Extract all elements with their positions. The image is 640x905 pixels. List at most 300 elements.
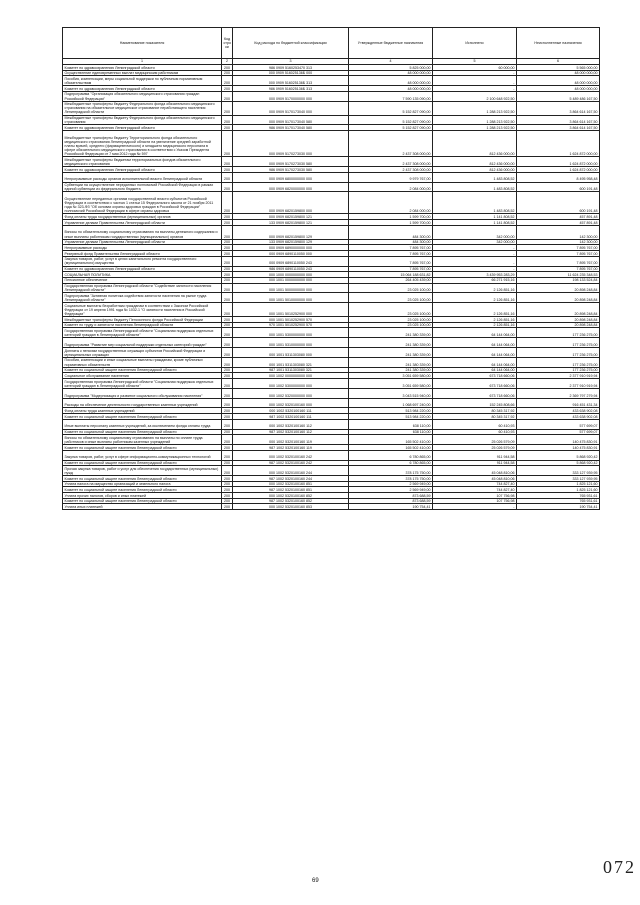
row-unexecuted: 765 931,61 — [517, 498, 600, 504]
row-approved: 513 984 220,00 — [349, 408, 433, 414]
row-budget-code: 000 1001 5300000000 000 — [233, 328, 349, 338]
row-name: Государственная программа Ленинградской области "Социальная поддержка отдельных категорий граждан в Ленинградской области" — [63, 328, 222, 338]
row-unexecuted: 20 898 248,84 — [517, 303, 600, 317]
row-line-code: 200 — [222, 239, 233, 245]
row-approved: 3 051 659 580,00 — [349, 379, 433, 389]
row-approved: 7 895 767,00 — [349, 266, 433, 272]
row-budget-code: 000 1002 0000000000 000 — [233, 373, 349, 379]
row-approved: 2 084 000,00 — [349, 192, 433, 214]
row-budget-code: 000 0909 6800000000 000 — [233, 172, 349, 182]
row-executed: 673 718 660,06 — [433, 388, 517, 398]
row-line-code: 200 — [222, 493, 233, 499]
row-name: Государственная программа Ленинградской области "Содействие занятости населения Ленинградской области" — [63, 283, 222, 293]
row-executed: 342 000,00 — [433, 225, 517, 239]
row-approved: 7 895 767,00 — [349, 256, 433, 266]
row-line-code: 200 — [222, 115, 233, 125]
row-budget-code: 133 0909 6820159800 129 — [233, 239, 349, 245]
row-approved: 2 569 949,00 — [349, 487, 433, 493]
row-name: Прочая закупка товаров, работ и услуг для обеспечения государственных (муниципальных) нужд — [63, 466, 222, 476]
header-unexecuted: Неисполненные назначения — [517, 28, 600, 59]
row-approved: 484 300,00 — [349, 225, 433, 239]
row-approved: 2 437 308 000,00 — [349, 167, 433, 173]
row-executed: 812 436 000,00 — [433, 167, 517, 173]
row-budget-code: 000 1002 5320100160 000 — [233, 398, 349, 408]
table-row — [63, 256, 600, 266]
row-unexecuted: 5 489 486 167,50 — [517, 91, 600, 101]
row-budget-code: 987 1002 5320100160 242 — [233, 460, 349, 466]
row-budget-code: 987 1002 5320100160 852 — [233, 498, 349, 504]
row-line-code: 200 — [222, 182, 233, 192]
table-row — [63, 466, 600, 476]
row-budget-code: 000 1001 5010252900 570 — [233, 317, 349, 323]
table-row — [63, 157, 600, 167]
row-budget-code: 000 0909 5170273030 580 — [233, 157, 349, 167]
row-budget-code: 000 1001 5311303080 000 — [233, 348, 349, 358]
row-approved: 241 380 339,00 — [349, 357, 433, 367]
row-name: Закупка товаров, работ, услуг в целях капитального ремонта государственного (муниципального) имущества — [63, 256, 222, 266]
row-approved: 165 502 410,00 — [349, 435, 433, 445]
row-approved: 1 599 700,00 — [349, 220, 433, 226]
row-line-code: 200 — [222, 435, 233, 445]
table-row — [63, 303, 600, 317]
row-budget-code: 000 0909 6820000000 000 — [233, 182, 349, 192]
row-line-code: 200 — [222, 367, 233, 373]
row-budget-code: 000 0909 6890000000 000 — [233, 245, 349, 251]
row-approved: 484 300,00 — [349, 239, 433, 245]
page-number: 69 — [312, 878, 319, 884]
row-budget-code: 000 0909 5170173040 580 — [233, 115, 349, 125]
row-unexecuted: 1 624 872 000,00 — [517, 167, 600, 173]
row-approved: 2 084 000,00 — [349, 182, 433, 192]
row-budget-code: 000 1002 5320000000 000 — [233, 388, 349, 398]
row-name: Подпрограмма "Активная политика содействия занятости населения на рынке труда Ленинградской области" — [63, 293, 222, 303]
row-unexecuted: 142 300,00 — [517, 239, 600, 245]
row-name: Расходы на обеспечение деятельности государственных казенных учреждений — [63, 398, 222, 408]
row-name: Подпрограмма "Организация обязательного медицинского страхования граждан Российской Федерации" — [63, 91, 222, 101]
column-index: 2 — [222, 59, 233, 65]
row-line-code: 200 — [222, 70, 233, 76]
row-line-code: 200 — [222, 398, 233, 408]
row-unexecuted: 8 495 958,48 — [517, 172, 600, 182]
row-executed: 80 345 317,92 — [433, 408, 517, 414]
row-executed: 812 436 000,00 — [433, 157, 517, 167]
row-budget-code: 987 1002 5320100160 111 — [233, 414, 349, 420]
row-approved: 241 380 339,00 — [349, 328, 433, 338]
row-budget-code: 987 1002 5320100160 119 — [233, 445, 349, 451]
row-executed: 64 144 064,00 — [433, 367, 517, 373]
row-executed: 911 944,58 — [433, 460, 517, 466]
row-line-code: 200 — [222, 481, 233, 487]
row-budget-code: 987 1002 5320100160 112 — [233, 429, 349, 435]
row-name: Непрограммные расходы — [63, 245, 222, 251]
row-approved: 3 051 659 580,00 — [349, 373, 433, 379]
row-name: Комитет по социальной защите населения Ленинградской области — [63, 414, 222, 420]
table-row — [63, 225, 600, 239]
row-line-code: 200 — [222, 487, 233, 493]
row-line-code: 200 — [222, 277, 233, 283]
row-budget-code: 986 0909 6890110050 243 — [233, 266, 349, 272]
row-line-code: 200 — [222, 220, 233, 226]
row-executed: 152 245 808,66 — [433, 398, 517, 408]
row-unexecuted: 20 898 248,84 — [517, 322, 600, 328]
row-approved: 165 502 410,00 — [349, 445, 433, 451]
row-name: Комитет по здравоохранению Ленинградской области — [63, 167, 222, 173]
row-unexecuted: 5 868 920,42 — [517, 460, 600, 466]
table-row — [63, 379, 600, 389]
row-unexecuted: 5 868 920,42 — [517, 450, 600, 460]
row-approved: 7 590 135 090,00 — [349, 91, 433, 101]
row-unexecuted: 7 895 767,00 — [517, 266, 600, 272]
row-budget-code: 000 0909 6820159800 121 — [233, 214, 349, 220]
row-budget-code: 000 1002 5320100160 851 — [233, 481, 349, 487]
row-name: Социальное обслуживание населения — [63, 373, 222, 379]
column-index: 3 — [233, 59, 349, 65]
row-line-code: 200 — [222, 192, 233, 214]
row-unexecuted: 2 369 797 279,94 — [517, 388, 600, 398]
row-approved: 48 000 000,00 — [349, 86, 433, 92]
row-name: Подпрограмма "Развитие мер социальной поддержки отдельных категорий граждан" — [63, 338, 222, 348]
row-line-code: 200 — [222, 266, 233, 272]
row-name: Осуществление переданных органам государственной власти субъектов Российской Федерации в соответствии с частью 1 статьи 15 Федерального закона от 21 ноября 2011 года № 323-ФЗ "Об основах охраны здоровья граждан в Российской Федерации" полномочий Российской Федерации в сфере охраны здоровья — [63, 192, 222, 214]
row-unexecuted: 333 127 939,95 — [517, 476, 600, 482]
row-unexecuted: 177 236 275,00 — [517, 338, 600, 348]
table-row — [63, 91, 600, 101]
row-name: Субвенции на осуществление переданных полномочий Российской Федерации в рамках единой субвенции из федерального бюджета — [63, 182, 222, 192]
row-executed: 45 048 810,06 — [433, 476, 517, 482]
header-executed: Исполнено — [433, 28, 517, 59]
row-approved: 7 895 767,00 — [349, 251, 433, 257]
row-unexecuted: 765 931,61 — [517, 493, 600, 499]
row-budget-code: 000 1001 5000000000 000 — [233, 283, 349, 293]
table-row — [63, 348, 600, 358]
row-unexecuted: 577 699,07 — [517, 419, 600, 429]
row-name: Межбюджетные трансферты бюджетам территориальных фондов обязательного медицинского страхования — [63, 157, 222, 167]
row-line-code: 200 — [222, 450, 233, 460]
row-approved: 190 754,41 — [349, 504, 433, 510]
row-name: Фонд оплаты труда казенных учреждений — [63, 408, 222, 414]
row-unexecuted: 198 133 524,84 — [517, 277, 600, 283]
row-line-code: 200 — [222, 388, 233, 398]
table-row — [63, 283, 600, 293]
row-approved: 5 152 827 090,00 — [349, 125, 433, 131]
row-budget-code: 986 0909 5160253470 313 — [233, 65, 349, 71]
row-unexecuted: 1 624 872 000,00 — [517, 157, 600, 167]
table-row — [63, 172, 600, 182]
row-name: Комитет по социальной защите населения Ленинградской области — [63, 367, 222, 373]
row-approved: 2 569 949,00 — [349, 481, 433, 487]
row-name: Уплата налога на имущество организаций и земельного налога — [63, 481, 222, 487]
row-line-code: 200 — [222, 414, 233, 420]
row-unexecuted: 7 895 767,00 — [517, 245, 600, 251]
row-budget-code: 000 1002 5320100160 852 — [233, 493, 349, 499]
row-unexecuted: 140 475 830,91 — [517, 445, 600, 451]
row-executed: 64 144 064,00 — [433, 348, 517, 358]
header-name: Наименование показателя — [63, 28, 222, 59]
row-line-code: 200 — [222, 498, 233, 504]
row-executed: 911 944,58 — [433, 450, 517, 460]
row-name: Межбюджетные трансферты бюджету Федерального фонда обязательного медицинского страхования — [63, 115, 222, 125]
row-unexecuted: 457 891,48 — [517, 214, 600, 220]
row-name: Комитет по здравоохранению Ленинградской области — [63, 86, 222, 92]
table-row — [63, 293, 600, 303]
row-executed: - — [433, 504, 517, 510]
row-approved: 2 437 308 000,00 — [349, 131, 433, 157]
row-approved: 638 110,00 — [349, 429, 433, 435]
row-budget-code: 000 1002 5320100160 119 — [233, 435, 349, 445]
header-line-code: Код стро ки — [222, 28, 233, 59]
row-name: Государственная программа Ленинградской области "Социальная поддержка отдельных категорий граждан в Ленинградской области" — [63, 379, 222, 389]
row-approved: 6 780 865,00 — [349, 450, 433, 460]
row-unexecuted: 11 624 235 348,53 — [517, 272, 600, 278]
side-stamp-number: 072 — [603, 857, 636, 877]
row-executed: - — [433, 86, 517, 92]
row-line-code: 200 — [222, 214, 233, 220]
row-unexecuted: 457 891,48 — [517, 220, 600, 226]
row-approved: 23 025 100,00 — [349, 303, 433, 317]
table-row — [63, 182, 600, 192]
row-approved: 48 000 000,00 — [349, 70, 433, 76]
row-line-code: 200 — [222, 76, 233, 86]
row-executed: - — [433, 245, 517, 251]
row-executed: 1 288 213 922,50 — [433, 101, 517, 115]
row-approved: 873 688,59 — [349, 493, 433, 499]
row-approved: 23 025 100,00 — [349, 317, 433, 323]
row-name: Пенсионное обеспечение — [63, 277, 222, 283]
row-line-code: 200 — [222, 245, 233, 251]
row-name: Осуществление единовременных выплат медицинским работникам — [63, 70, 222, 76]
row-budget-code: 970 1001 5010252900 570 — [233, 322, 349, 328]
row-unexecuted: 2 377 910 919,94 — [517, 373, 600, 379]
row-budget-code: 987 1002 5320100160 244 — [233, 476, 349, 482]
row-unexecuted: 5 565 000,00 — [517, 65, 600, 71]
row-executed: - — [433, 256, 517, 266]
table-row — [63, 192, 600, 214]
row-budget-code: 133 0909 6820159800 121 — [233, 220, 349, 226]
row-approved: 6 780 865,00 — [349, 460, 433, 466]
row-budget-code: 000 1001 5010000000 000 — [233, 293, 349, 303]
row-unexecuted: 48 000 000,00 — [517, 70, 600, 76]
row-line-code: 200 — [222, 101, 233, 115]
row-approved: 9 979 767,00 — [349, 172, 433, 182]
row-executed: 342 000,00 — [433, 239, 517, 245]
table-row — [63, 357, 600, 367]
row-approved: 23 025 100,00 — [349, 322, 433, 328]
row-unexecuted: 20 898 248,84 — [517, 293, 600, 303]
row-executed: 64 144 064,00 — [433, 338, 517, 348]
row-line-code: 200 — [222, 283, 233, 293]
row-line-code: 200 — [222, 419, 233, 429]
row-executed: 64 144 064,00 — [433, 357, 517, 367]
row-approved: 638 110,00 — [349, 419, 433, 429]
row-name: Комитет по социальной защите населения Ленинградской области — [63, 487, 222, 493]
row-approved: 264 405 439,00 — [349, 277, 433, 283]
row-budget-code: 986 0909 5170273030 580 — [233, 167, 349, 173]
row-budget-code: 000 1001 5310000000 000 — [233, 338, 349, 348]
row-unexecuted: 190 754,41 — [517, 504, 600, 510]
row-name: Резервный фонд Правительства Ленинградской области — [63, 251, 222, 257]
column-index: 4 — [349, 59, 433, 65]
row-unexecuted: 177 236 275,00 — [517, 367, 600, 373]
row-line-code: 200 — [222, 293, 233, 303]
row-approved: 5 152 827 090,00 — [349, 115, 433, 125]
row-executed: 2 126 851,16 — [433, 317, 517, 323]
row-budget-code: 000 0909 5170173040 000 — [233, 101, 349, 115]
row-line-code: 200 — [222, 466, 233, 476]
row-line-code: 200 — [222, 86, 233, 92]
row-line-code: 200 — [222, 256, 233, 266]
table-row — [63, 419, 600, 429]
row-line-code: 200 — [222, 322, 233, 328]
row-name: Пособия, компенсации и иные социальные выплаты гражданам, кроме публичных нормативных обязательств — [63, 357, 222, 367]
row-name: Доплаты к пенсиям государственных служащих субъектов Российской Федерации и муниципальных служащих — [63, 348, 222, 358]
row-executed: 3 439 953 283,29 — [433, 272, 517, 278]
row-line-code: 200 — [222, 167, 233, 173]
row-line-code: 200 — [222, 157, 233, 167]
row-unexecuted: 48 000 000,00 — [517, 86, 600, 92]
row-line-code: 200 — [222, 379, 233, 389]
budget-execution-table — [62, 27, 600, 510]
row-budget-code: 000 0909 6890110050 243 — [233, 256, 349, 266]
row-budget-code: 000 0909 6890110050 000 — [233, 251, 349, 257]
row-executed: 25 026 579,09 — [433, 445, 517, 451]
table-row — [63, 450, 600, 460]
row-line-code: 200 — [222, 131, 233, 157]
row-line-code: 200 — [222, 373, 233, 379]
row-executed: 2 126 851,16 — [433, 303, 517, 317]
row-unexecuted: 1 825 121,60 — [517, 487, 600, 493]
row-budget-code: 000 1002 5320100160 112 — [233, 419, 349, 429]
row-unexecuted: 177 236 275,00 — [517, 328, 600, 338]
row-unexecuted: 177 236 275,00 — [517, 348, 600, 358]
row-unexecuted: 20 898 248,84 — [517, 283, 600, 293]
row-executed: - — [433, 70, 517, 76]
row-budget-code: 000 1001 5311303080 321 — [233, 357, 349, 367]
row-name: Комитет по социальной защите населения Ленинградской области — [63, 429, 222, 435]
table-row — [63, 328, 600, 338]
row-line-code: 200 — [222, 408, 233, 414]
row-approved: 241 380 339,00 — [349, 338, 433, 348]
row-name: Комитет по социальной защите населения Ленинградской области — [63, 460, 222, 466]
row-executed: 1 483 808,52 — [433, 172, 517, 182]
row-budget-code: 986 0909 5170173040 580 — [233, 125, 349, 131]
row-approved: 15 064 188 631,82 — [349, 272, 433, 278]
column-index: 5 — [433, 59, 517, 65]
row-name: Комитет по социальной защите населения Ленинградской области — [63, 445, 222, 451]
row-line-code: 200 — [222, 303, 233, 317]
row-unexecuted: 7 895 767,00 — [517, 251, 600, 257]
row-unexecuted: 1 825 121,60 — [517, 481, 600, 487]
row-approved: 378 175 750,00 — [349, 476, 433, 482]
row-executed: 107 756,98 — [433, 493, 517, 499]
row-name: Уплата прочих налогов, сборов и иных платежей — [63, 493, 222, 499]
row-approved: 23 025 100,00 — [349, 283, 433, 293]
row-executed: 1 483 808,52 — [433, 182, 517, 192]
row-budget-code: 000 1000 0000000000 000 — [233, 272, 349, 278]
row-budget-code: 987 1002 5320100160 851 — [233, 487, 349, 493]
header-approved: Утвержденные бюджетные назначения — [349, 28, 433, 59]
row-approved: 241 380 339,00 — [349, 367, 433, 373]
row-name: Закупка товаров, работ, услуг в сфере информационно-коммуникационных технологий — [63, 450, 222, 460]
row-name: Управление делами Правительства Ленинградской области — [63, 220, 222, 226]
row-budget-code: 000 1002 5320100160 244 — [233, 466, 349, 476]
column-index: 6 — [517, 59, 600, 65]
row-executed: 60 410,93 — [433, 419, 517, 429]
row-name: Управление делами Правительства Ленинградской области — [63, 239, 222, 245]
row-line-code: 200 — [222, 225, 233, 239]
row-name: Межбюджетные трансферты бюджету Территориального фонда обязательного медицинского страхования Ленинградской области на увеличение средней заработной платы врачей, среднего (фармацевтического) и младшего медицинского персонала в сфере обязательного медицинского страхования в соответствии с Указом Президента Российской Федерации от 7 мая 2012 года № 597 — [63, 131, 222, 157]
row-line-code: 200 — [222, 91, 233, 101]
row-approved: 873 688,59 — [349, 498, 433, 504]
row-line-code: 200 — [222, 445, 233, 451]
row-name: Комитет по труду и занятости населения Ленинградской области — [63, 322, 222, 328]
row-executed: 1 141 808,52 — [433, 220, 517, 226]
row-budget-code: 000 1001 5010252900 000 — [233, 303, 349, 317]
row-name: Фонд оплаты труда государственных (муниципальных) органов — [63, 214, 222, 220]
row-name: Межбюджетные трансферты бюджету Федерального фонда обязательного медицинского страхования на обязательное медицинское страхование неработающего населения Ленинградской области — [63, 101, 222, 115]
row-approved: 48 000 000,00 — [349, 76, 433, 86]
row-name: Непрограммные расходы органов исполнительной власти Ленинградской области — [63, 172, 222, 182]
row-name: Уплата иных платежей — [63, 504, 222, 510]
table-row — [63, 388, 600, 398]
row-budget-code: 000 0909 516025136Б 000 — [233, 70, 349, 76]
row-line-code: 200 — [222, 338, 233, 348]
table-row — [63, 435, 600, 445]
row-executed: 1 141 808,52 — [433, 214, 517, 220]
row-unexecuted: 916 451 431,34 — [517, 398, 600, 408]
row-line-code: 200 — [222, 504, 233, 510]
row-name: Комитет по социальной защите населения Ленинградской области — [63, 476, 222, 482]
row-budget-code: 000 0909 6820159800 000 — [233, 192, 349, 214]
row-budget-code: 000 0909 5170273030 000 — [233, 131, 349, 157]
row-line-code: 200 — [222, 348, 233, 358]
row-executed: 64 144 064,00 — [433, 328, 517, 338]
row-approved: 241 380 339,00 — [349, 348, 433, 358]
row-line-code: 200 — [222, 251, 233, 257]
row-unexecuted: 20 898 248,84 — [517, 317, 600, 323]
row-line-code: 200 — [222, 272, 233, 278]
row-executed: - — [433, 76, 517, 86]
row-executed: 744 827,40 — [433, 481, 517, 487]
row-unexecuted: 48 000 000,00 — [517, 76, 600, 86]
column-index: 1 — [63, 59, 222, 65]
row-approved: 1 599 700,00 — [349, 214, 433, 220]
row-name: Комитет по социальной защите населения Ленинградской области — [63, 498, 222, 504]
row-budget-code: 000 1002 5320100160 853 — [233, 504, 349, 510]
row-unexecuted: 577 699,07 — [517, 429, 600, 435]
row-unexecuted: 2 377 910 919,94 — [517, 379, 600, 389]
row-unexecuted: 3 864 614 167,50 — [517, 125, 600, 131]
row-line-code: 200 — [222, 476, 233, 482]
row-approved: 5 152 827 090,00 — [349, 101, 433, 115]
row-approved: 1 068 697 240,00 — [349, 398, 433, 408]
row-approved: 23 025 100,00 — [349, 293, 433, 303]
row-budget-code: 000 0909 5170000000 000 — [233, 91, 349, 101]
row-line-code: 200 — [222, 172, 233, 182]
row-executed: 45 048 810,06 — [433, 466, 517, 476]
row-name: Взносы по обязательному социальному страхованию на выплаты по оплате труда работников и иные выплаты работникам казенных учреждений — [63, 435, 222, 445]
row-name: Социальные выплаты безработным гражданам в соответствии с Законом Российской Федерации от 19 апреля 1991 года № 1032-1 "О занятости населения в Российской Федерации" — [63, 303, 222, 317]
row-line-code: 200 — [222, 429, 233, 435]
row-unexecuted: 177 236 275,00 — [517, 357, 600, 367]
row-unexecuted: 433 638 902,08 — [517, 414, 600, 420]
row-unexecuted: 433 638 902,08 — [517, 408, 600, 414]
row-budget-code: 000 0909 516025136Б 313 — [233, 76, 349, 86]
row-name: Взносы по обязательному социальному страхованию на выплаты денежного содержания и иные выплаты работникам государственных (муниципальных) органов — [63, 225, 222, 239]
table-row — [63, 101, 600, 115]
row-executed: 1 288 213 922,50 — [433, 115, 517, 125]
row-budget-code: 000 1002 5320100160 242 — [233, 450, 349, 460]
row-unexecuted: 142 300,00 — [517, 225, 600, 239]
